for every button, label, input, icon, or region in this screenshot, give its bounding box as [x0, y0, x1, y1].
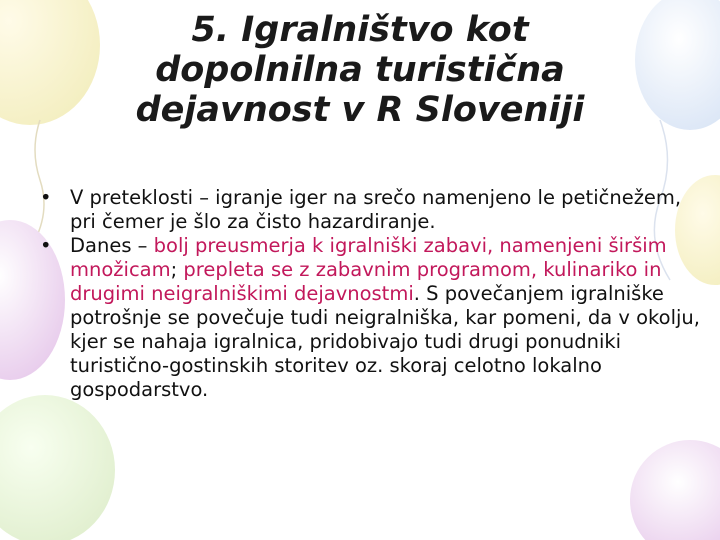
bullet-item: [40, 186, 700, 234]
bullet-lead: Danes –: [70, 234, 154, 257]
slide-body: [40, 186, 700, 402]
title-line: dopolnilna turistična: [155, 50, 565, 90]
bullet-marker: •: [40, 234, 52, 257]
bullet-highlight: bolj preusmerja k igralniški zabavi, namenjeni širšim množicam: [70, 234, 667, 281]
bullet-text: V preteklosti – igranje iger na srečo namenjeno le petičnežem, pri čemer je šlo za čisto hazardiranje.: [70, 186, 682, 233]
balloon-bottom-left: [0, 395, 115, 540]
bullet-rest: . S povečanjem igralniške potrošnje se povečuje tudi neigralniška, kar pomeni, da v okolju, kjer se nahaja igralnica, pridobivajo tudi drugi ponudniki turistično-gostinskih storitev oz. skoraj celotno lokalno gospodarstvo.: [70, 282, 700, 401]
title-line: 5. Igralništvo kot: [191, 10, 529, 50]
bullet-highlight: prepleta se z zabavnim programom, kulinariko in drugimi neigralniškimi dejavnostmi: [70, 258, 662, 305]
bullet-marker: •: [40, 186, 52, 209]
title-line: dejavnost v R Sloveniji: [135, 90, 585, 130]
balloon-bottom-right: [630, 440, 720, 540]
bullet-item: [40, 234, 700, 402]
slide-title: [60, 10, 660, 130]
bullet-separator: ;: [170, 258, 184, 281]
